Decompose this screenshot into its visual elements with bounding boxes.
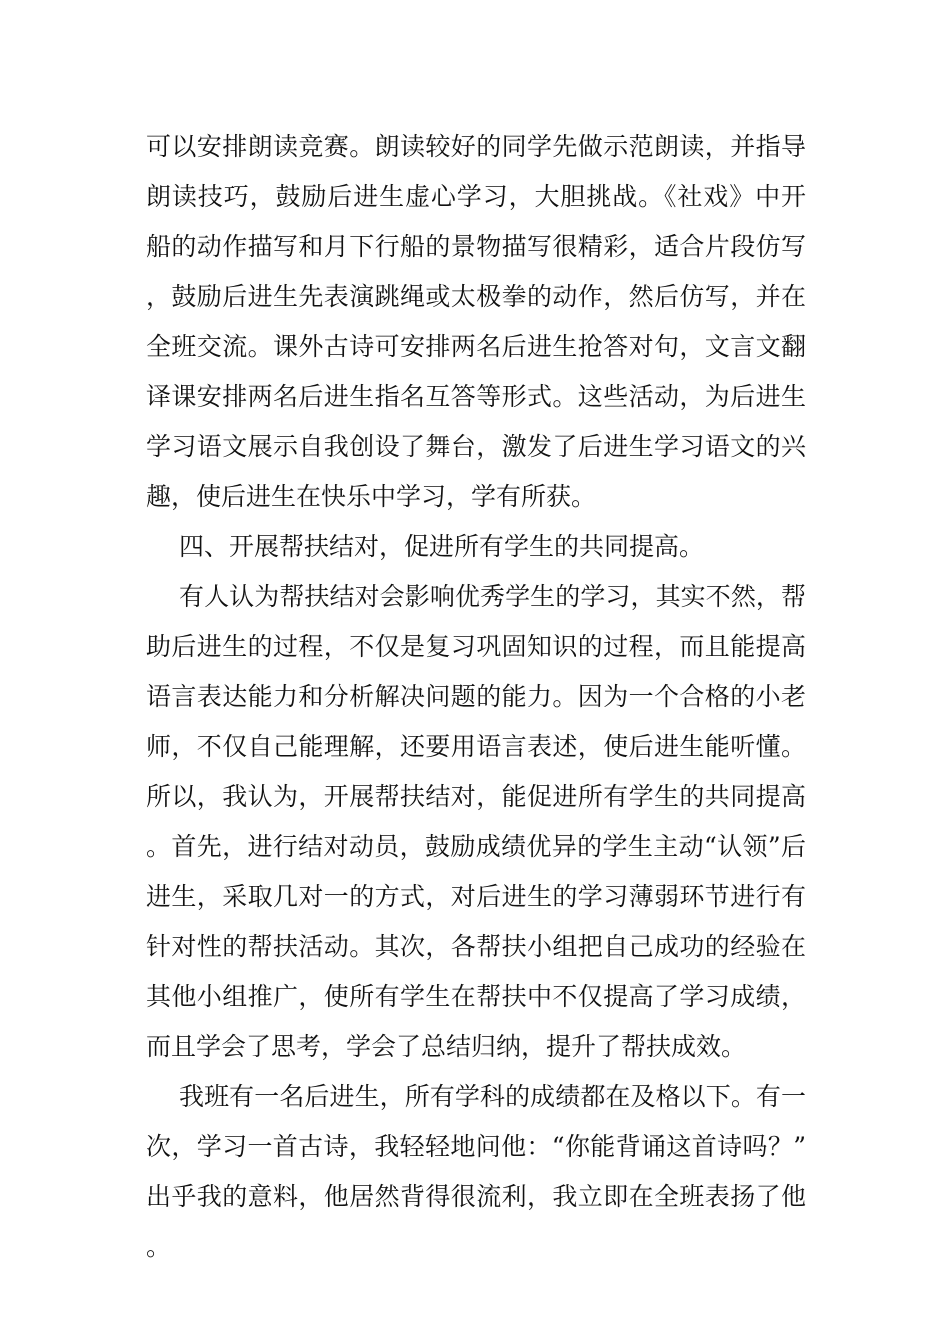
paragraph-example: 我班有一名后进生，所有学科的成绩都在及格以下。有一次，学习一首古诗，我轻轻地问他：“你能背诵这首诗吗？”出乎我的意料，他居然背得很流利，我立即在全班表扬了他。 xyxy=(146,1082,806,1261)
section-heading: 四、开展帮扶结对，促进所有学生的共同提高。 xyxy=(179,532,705,561)
document-body xyxy=(146,122,806,1272)
paragraph-continuation: 可以安排朗读竞赛。朗读较好的同学先做示范朗读，并指导朗读技巧，鼓励后进生虚心学习，大胆挑战。《社戏》中开船的动作描写和月下行船的景物描写很精彩，适合片段仿写，鼓励后进生先表演跳绳或太极拳的动作，然后仿写，并在全班交流。课外古诗可安排两名后进生抢答对句，文言文翻译课安排两名后进生指名互答等形式。这些活动，为后进生学习语文展示自我创设了舞台，激发了后进生学习语文的兴趣，使后进生在快乐中学习，学有所获。 xyxy=(146,132,806,511)
paragraph-body: 有人认为帮扶结对会影响优秀学生的学习，其实不然，帮助后进生的过程，不仅是复习巩固知识的过程，而且能提高语言表达能力和分析解决问题的能力。因为一个合格的小老师，不仅自己能理解，还要用语言表述，使后进生能听懂。所以，我认为，开展帮扶结对，能促进所有学生的共同提高。首先，进行结对动员，鼓励成绩优异的学生主动“认领”后进生，采取几对一的方式，对后进生的学习薄弱环节进行有针对性的帮扶活动。其次，各帮扶小组把自己成功的经验在其他小组推广，使所有学生在帮扶中不仅提高了学习成绩，而且学会了思考，学会了总结归纳，提升了帮扶成效。 xyxy=(146,582,806,1061)
